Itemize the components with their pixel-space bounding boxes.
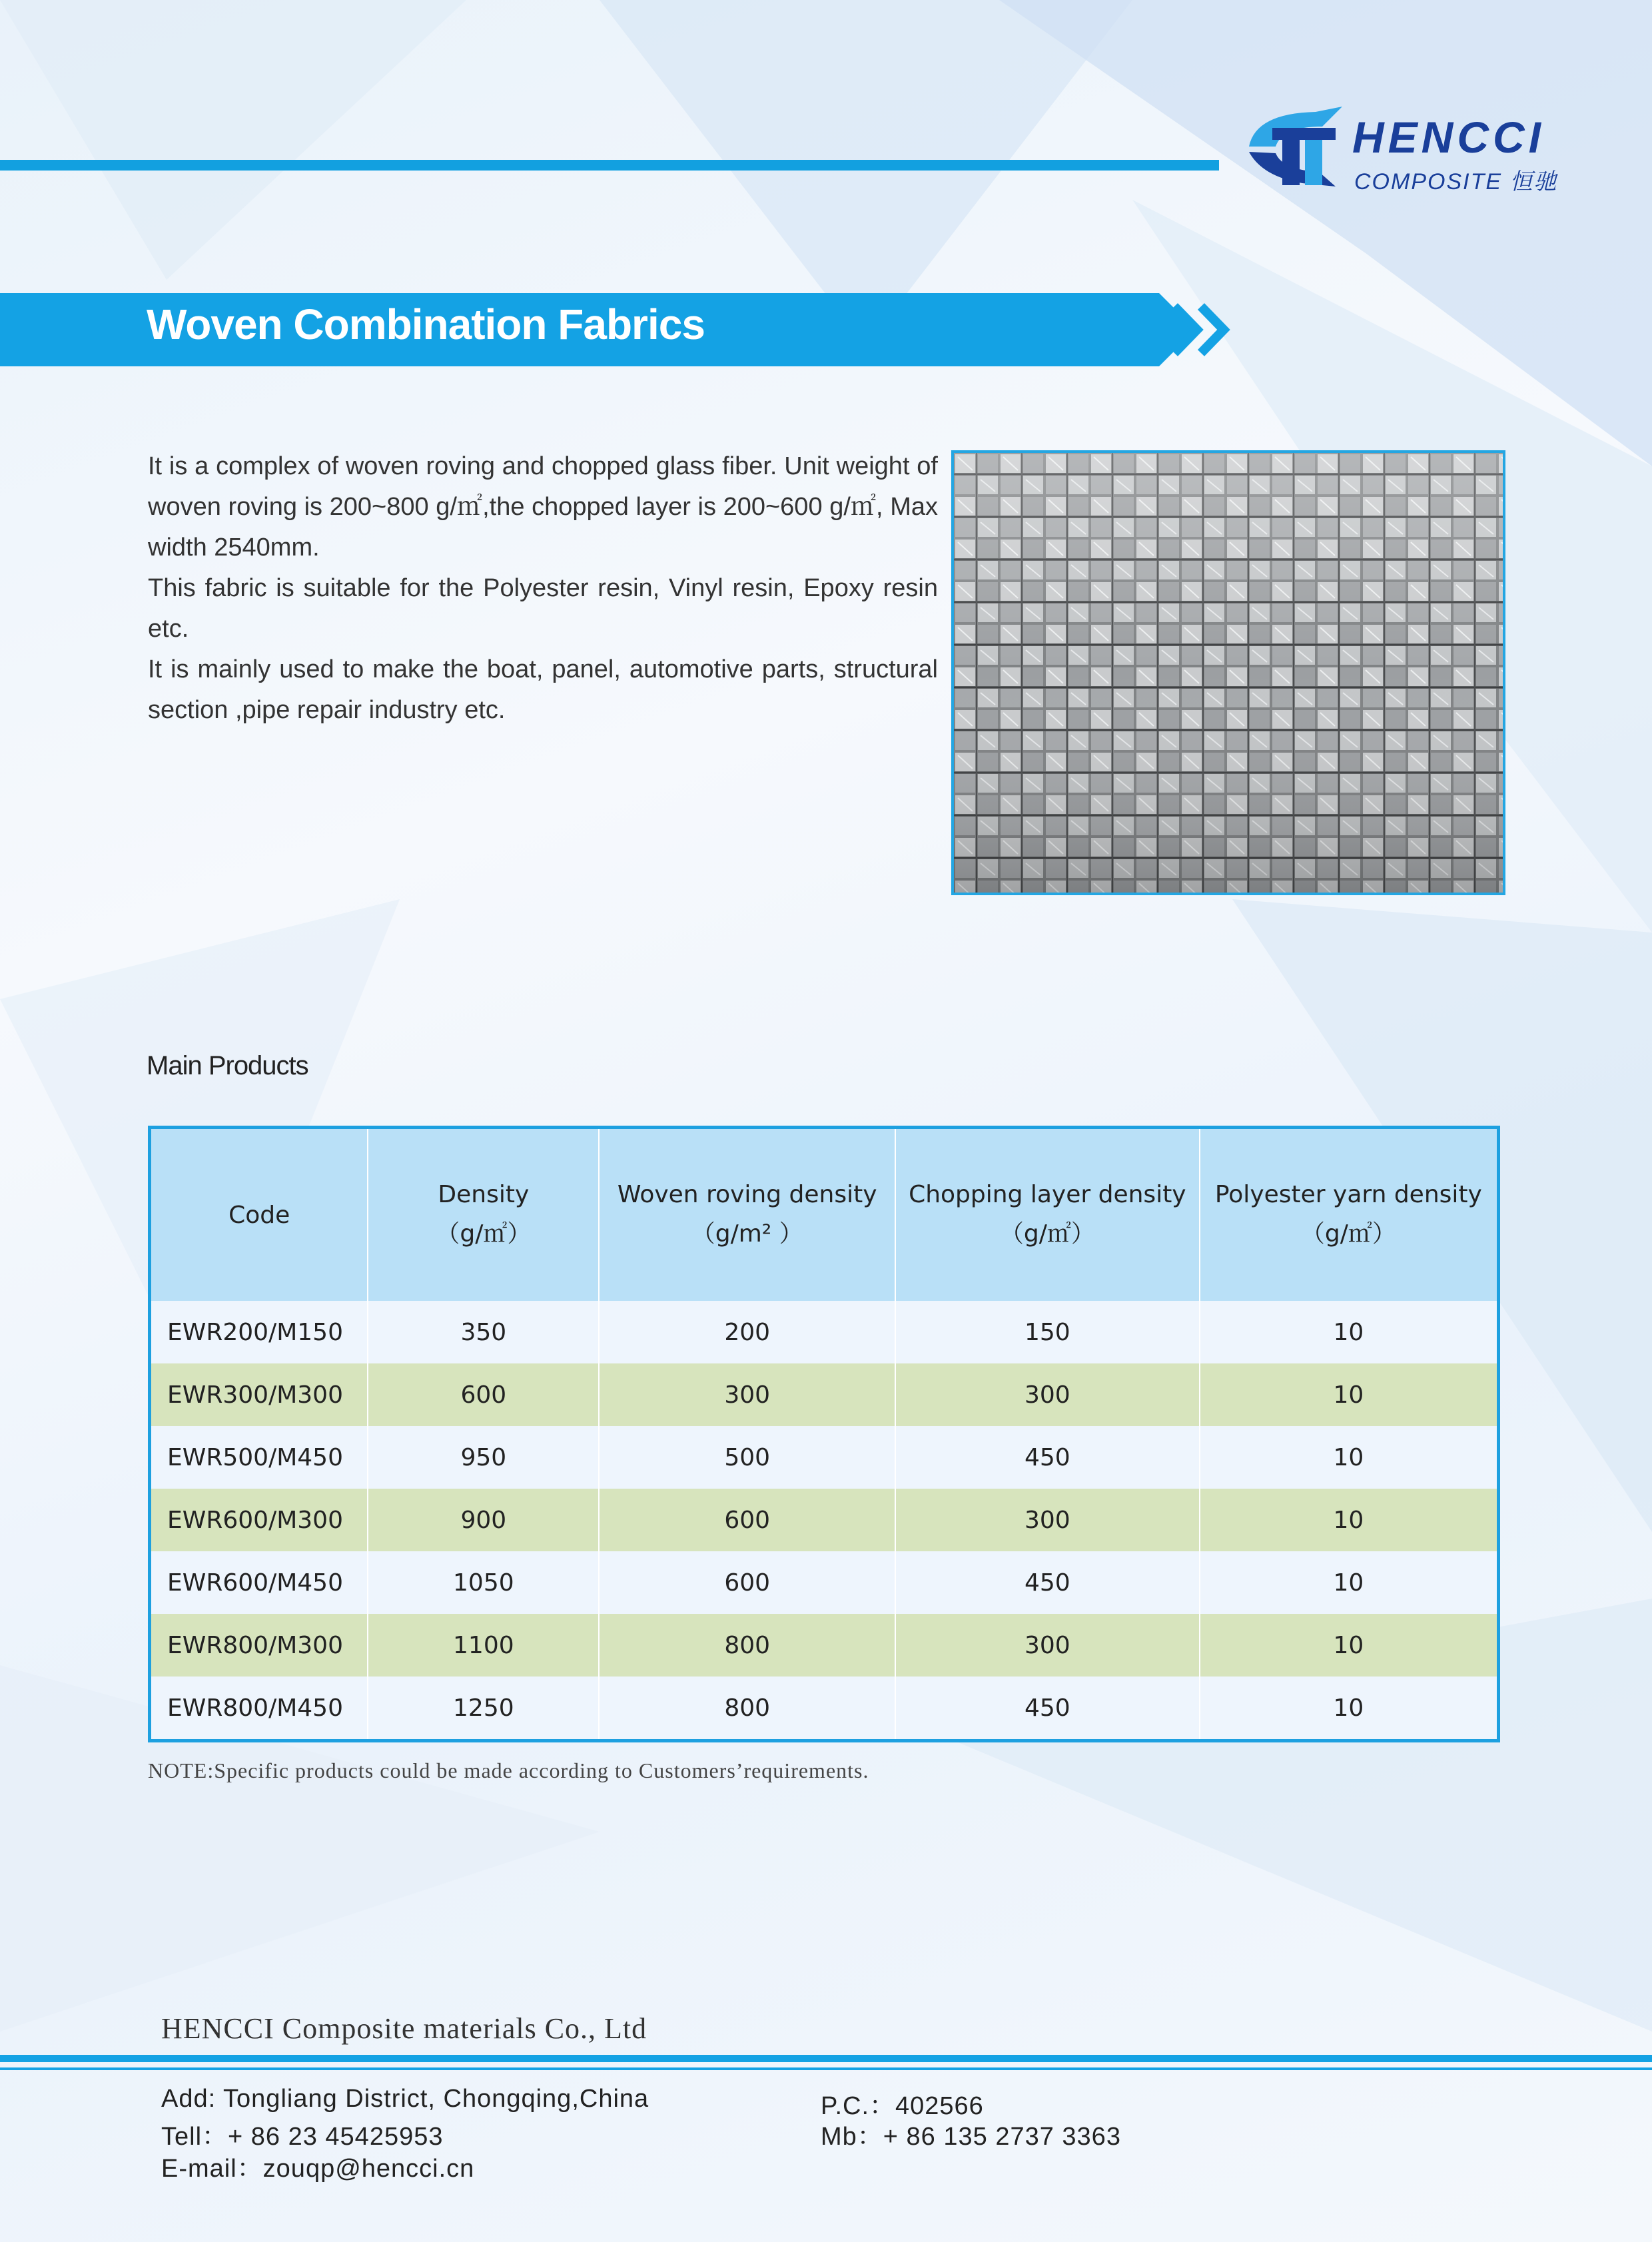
- table-row: [150, 1363, 1499, 1426]
- cell-density: 350: [368, 1301, 599, 1363]
- table-row: [150, 1614, 1499, 1677]
- cell-density: 950: [368, 1426, 599, 1489]
- table-row: [150, 1301, 1499, 1363]
- column-header-woven-roving-density: Woven roving density （g/m² ）: [599, 1128, 895, 1302]
- column-header-polyester-yarn-density: Polyester yarn density （g/㎡）: [1200, 1128, 1499, 1302]
- cell-chopping-layer-density: 300: [895, 1363, 1200, 1426]
- cell-code: EWR500/M450: [150, 1426, 368, 1489]
- page-title: Woven Combination Fabrics: [147, 300, 705, 348]
- column-header-density: Density （g/㎡）: [368, 1128, 599, 1302]
- cell-chopping-layer-density: 150: [895, 1301, 1200, 1363]
- cell-code: EWR800/M300: [150, 1614, 368, 1677]
- cell-code: EWR200/M150: [150, 1301, 368, 1363]
- brand-name: HENCCI: [1352, 113, 1545, 162]
- table-row: [150, 1551, 1499, 1614]
- intro-text: [148, 446, 938, 731]
- woven-fabric-image: [954, 453, 1503, 893]
- cell-chopping-layer-density: 450: [895, 1551, 1200, 1614]
- cell-code: EWR600/M450: [150, 1551, 368, 1614]
- cell-polyester-yarn-density: 10: [1200, 1489, 1499, 1551]
- company-name: HENCCI Composite materials Co., Ltd: [161, 2012, 647, 2045]
- cell-woven-roving-density: 200: [599, 1301, 895, 1363]
- double-chevron-right-icon: [1169, 293, 1242, 366]
- header-rule: [0, 160, 1219, 171]
- contact-postcode: P.C.：402566: [821, 2092, 984, 2120]
- cell-code: EWR600/M300: [150, 1489, 368, 1551]
- brand-logo: [1236, 100, 1589, 200]
- footer-rule: [0, 2055, 1652, 2062]
- column-header-code: Code: [150, 1128, 368, 1302]
- cell-code: EWR800/M450: [150, 1677, 368, 1741]
- cell-chopping-layer-density: 450: [895, 1426, 1200, 1489]
- intro-paragraph: It is mainly used to make the boat, panel, automotive parts, structural section ,pipe repair industry etc.: [148, 655, 938, 724]
- cell-polyester-yarn-density: 10: [1200, 1614, 1499, 1677]
- brand-subtitle: COMPOSITE 恒驰: [1354, 169, 1558, 194]
- cell-woven-roving-density: 800: [599, 1614, 895, 1677]
- cell-polyester-yarn-density: 10: [1200, 1301, 1499, 1363]
- footer-rule-thin: [0, 2067, 1652, 2070]
- cell-woven-roving-density: 600: [599, 1489, 895, 1551]
- contact-address: Add: Tongliang District, Chongqing,China: [161, 2085, 649, 2113]
- intro-paragraph: This fabric is suitable for the Polyester resin, Vinyl resin, Epoxy resin etc.: [148, 574, 938, 643]
- cell-woven-roving-density: 300: [599, 1363, 895, 1426]
- cell-woven-roving-density: 600: [599, 1551, 895, 1614]
- table-row: [150, 1677, 1499, 1741]
- contact-email: E-mail：zouqp@hencci.cn: [161, 2155, 475, 2183]
- products-table: [148, 1126, 1500, 1742]
- fabric-photo: [951, 450, 1505, 895]
- cell-polyester-yarn-density: 10: [1200, 1551, 1499, 1614]
- contact-mobile: Mb：+ 86 135 2737 3363: [821, 2123, 1121, 2151]
- cell-woven-roving-density: 500: [599, 1426, 895, 1489]
- table-row: [150, 1426, 1499, 1489]
- cell-density: 1100: [368, 1614, 599, 1677]
- cell-chopping-layer-density: 300: [895, 1489, 1200, 1551]
- hencci-emblem-icon: [1236, 100, 1352, 200]
- cell-density: 600: [368, 1363, 599, 1426]
- main-products-heading: Main Products: [147, 1051, 308, 1080]
- cell-code: EWR300/M300: [150, 1363, 368, 1426]
- cell-density: 1050: [368, 1551, 599, 1614]
- intro-paragraph: It is a complex of woven roving and chopped glass fiber. Unit weight of woven roving is 200~800 g/㎡,the chopped layer is 200~600 g/㎡, Max width 2540mm.: [148, 452, 938, 561]
- cell-chopping-layer-density: 450: [895, 1677, 1200, 1741]
- contact-tel: Tell：+ 86 23 45425953: [161, 2123, 444, 2151]
- cell-density: 1250: [368, 1677, 599, 1741]
- table-header-row: [150, 1128, 1499, 1302]
- table-row: [150, 1489, 1499, 1551]
- cell-polyester-yarn-density: 10: [1200, 1426, 1499, 1489]
- cell-polyester-yarn-density: 10: [1200, 1677, 1499, 1741]
- cell-polyester-yarn-density: 10: [1200, 1363, 1499, 1426]
- products-note: NOTE:Specific products could be made according to Customers’requirements.: [148, 1758, 869, 1782]
- cell-chopping-layer-density: 300: [895, 1614, 1200, 1677]
- column-header-chopping-layer-density: Chopping layer density （g/㎡）: [895, 1128, 1200, 1302]
- cell-woven-roving-density: 800: [599, 1677, 895, 1741]
- cell-density: 900: [368, 1489, 599, 1551]
